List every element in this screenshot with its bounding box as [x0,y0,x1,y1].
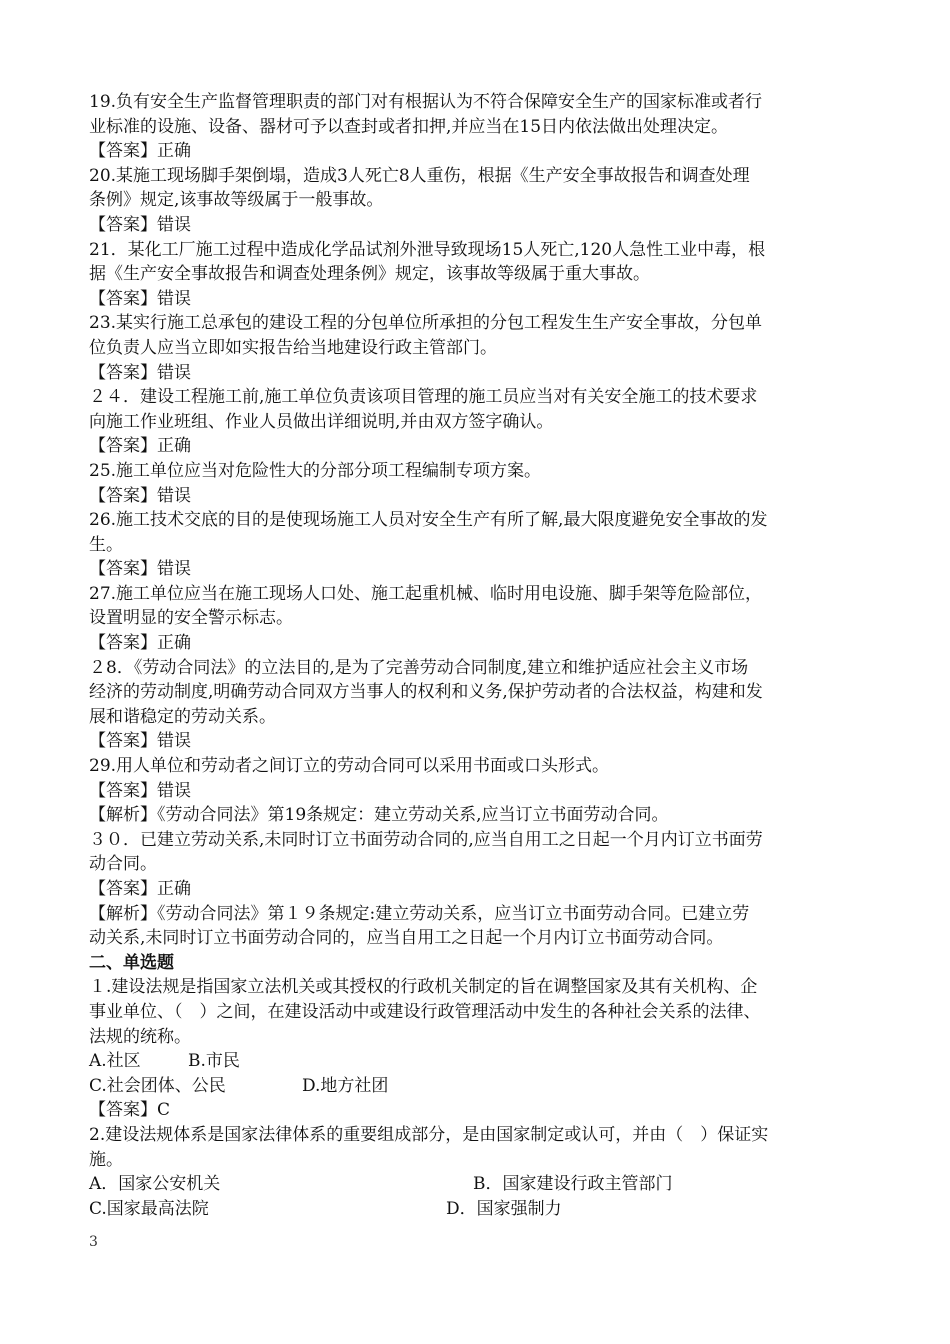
option-a: A.社区 [89,1051,141,1072]
text-line: 23.某实行施工总承包的建设工程的分包单位所承担的分包工程发生生产安全事故，分包单 [89,313,763,334]
answer-line: 【答案】错误 [89,362,191,383]
question-line: 法规的统称。 [89,1026,191,1047]
answer-line: 【答案】正确 [89,879,191,899]
text-line: 经济的劳动制度,明确劳动合同双方当事人的权利和义务,保护劳动者的合法权益，构建和发 [89,682,763,703]
answer-line: 【答案】错误 [89,485,191,506]
text-line: 向施工作业班组、作业人员做出详细说明,并由双方签字确认。 [89,411,554,432]
question-line: 2.建设法规体系是国家法律体系的重要组成部分，是由国家制定或认可，并由（ ）保证实 [89,1124,769,1145]
answer-line: 【答案】正确 [89,633,191,654]
answer-line: 【答案】错误 [89,731,191,752]
text-line: ３０．已建立劳动关系,未同时订立书面劳动合同的,应当自用工之日起一个月内订立书面劳 [89,829,763,850]
text-line: 据《生产安全事故报告和调查处理条例》规定，该事故等级属于重大事故。 [89,264,650,285]
question-line: 施。 [89,1149,123,1170]
page-number: 3 [89,1234,98,1250]
text-line: 生。 [89,534,123,555]
option-c: C.国家最高法院 [89,1198,209,1219]
option-b: B．国家建设行政主管部门 [473,1174,673,1195]
analysis-line: 【解析】《劳动合同法》第19条规定：建立劳动关系,应当订立书面劳动合同。 [89,805,669,826]
text-line: 20.某施工现场脚手架倒塌，造成3人死亡8人重伤，根据《生产安全事故报告和调查处理 [89,165,750,186]
analysis-line: 【解析】《劳动合同法》第１９条规定:建立劳动关系，应当订立书面劳动合同。已建立劳 [89,903,750,924]
option-d: D.地方社团 [302,1075,389,1096]
section-heading: 二、单选题 [89,952,174,973]
option-b: B.市民 [188,1051,240,1072]
answer-line: 【答案】C [89,1100,171,1121]
text-line: ２４．建设工程施工前,施工单位负责该项目管理的施工员应当对有关安全施工的技术要求 [89,387,758,408]
text-line: 展和谐稳定的劳动关系。 [89,706,276,727]
answer-line: 【答案】错误 [89,288,191,309]
text-line: 位负责人应当立即如实报告给当地建设行政主管部门。 [89,337,497,358]
analysis-line: 动关系,未同时订立书面劳动合同的，应当自用工之日起一个月内订立书面劳动合同。 [89,928,724,949]
options-row [89,1172,864,1197]
text-line: 条例》规定,该事故等级属于一般事故。 [89,190,384,211]
text-line: 19.负有安全生产监督管理职责的部门对有根据认为不符合保障安全生产的国家标准或者行 [89,92,763,112]
text-line: 业标准的设施、设备、器材可予以查封或者扣押,并应当在15日内依法做出处理决定。 [89,116,729,137]
text-line: 25.施工单位应当对危险性大的分部分项工程编制专项方案。 [89,460,542,481]
text-line: 21．某化工厂施工过程中造成化学品试剂外泄导致现场15人死亡,120人急性工业中毒，根 [89,239,766,260]
text-line: 27.施工单位应当在施工现场人口处、施工起重机械、临时用电设施、脚手架等危险部位， [89,583,763,604]
answer-line: 【答案】错误 [89,559,191,580]
answer-line: 【答案】正确 [89,436,191,457]
option-d: D．国家强制力 [446,1198,562,1219]
options-row [89,1197,864,1222]
option-a: A．国家公安机关 [89,1174,221,1195]
options-row [89,1049,864,1074]
document-page [89,90,864,1221]
text-line: 26.施工技术交底的目的是使现场施工人员对安全生产有所了解,最大限度避免安全事故的发 [89,510,768,531]
question-line: １.建设法规是指国家立法机关或其授权的行政机关制定的旨在调整国家及其有关机构、企 [89,977,758,998]
answer-line: 【答案】正确 [89,141,191,162]
options-row [89,1074,864,1099]
answer-line: 【答案】错误 [89,780,191,801]
text-line: 设置明显的安全警示标志。 [89,608,293,629]
question-line: 事业单位、（ ）之间，在建设活动中或建设行政管理活动中发生的各种社会关系的法律、 [89,1001,761,1022]
text-line: ２8．《劳动合同法》的立法目的,是为了完善劳动合同制度,建立和维护适应社会主义市场 [89,657,749,678]
text-line: 29.用人单位和劳动者之间订立的劳动合同可以采用书面或口头形式。 [89,756,610,777]
answer-line: 【答案】错误 [89,214,191,235]
option-c: C.社会团体、公民 [89,1075,226,1096]
text-line: 动合同。 [89,854,157,875]
